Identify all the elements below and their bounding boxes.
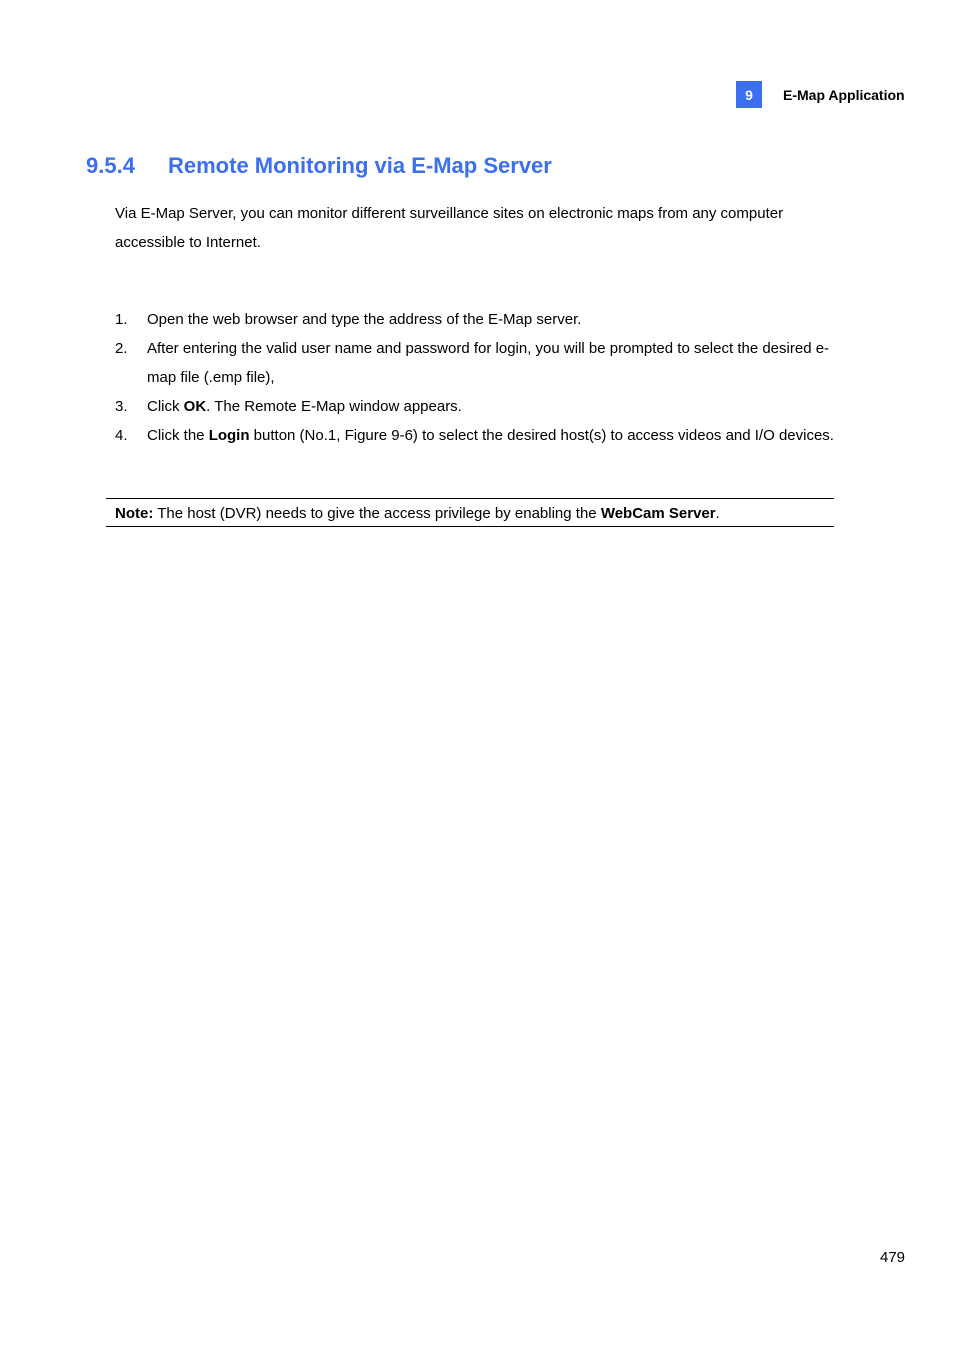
step-text: Open the web browser and type the address of the E-Map server. [147, 311, 582, 328]
login-keyword: Login [208, 427, 250, 444]
list-item [115, 421, 835, 450]
step-text-after: button (No.1, Figure 9-6) to select the desired host(s) to access videos and I/O devices. [249, 427, 834, 444]
webcam-server-keyword: WebCam Server [600, 505, 716, 522]
steps-list [115, 305, 835, 450]
note-text-before: The host (DVR) needs to give the access privilege by enabling the [153, 505, 601, 522]
step-number: 4. [115, 427, 128, 444]
chapter-number-badge: 9 [736, 81, 762, 108]
note-label: Note: [115, 505, 154, 522]
intro-paragraph: Via E-Map Server, you can monitor different surveillance sites on electronic maps from any computer accessible to Internet. [115, 205, 784, 251]
step-text-before: Click [147, 398, 184, 415]
step-number: 1. [115, 311, 128, 328]
section-number: 9.5.4 [86, 153, 135, 178]
note-box [106, 498, 834, 527]
page-number: 479 [880, 1249, 906, 1266]
ok-keyword: OK [183, 398, 207, 415]
step-text [147, 392, 835, 421]
step-text [147, 421, 835, 450]
list-item [115, 305, 835, 334]
step-text: After entering the valid user name and password for login, you will be prompted to select the desired e-map file (.emp file), [147, 340, 830, 386]
list-item [115, 392, 835, 421]
step-number: 3. [115, 398, 128, 415]
step-text-before: Click the [147, 427, 209, 444]
step-number: 2. [115, 340, 128, 357]
list-item [115, 334, 835, 392]
section-title: Remote Monitoring via E-Map Server [168, 153, 552, 178]
section-heading [86, 151, 552, 181]
note-text-after: . [715, 505, 720, 522]
chapter-title: E-Map Application [783, 86, 905, 103]
chapter-header [736, 81, 905, 108]
step-text-after: . The Remote E-Map window appears. [206, 398, 462, 415]
